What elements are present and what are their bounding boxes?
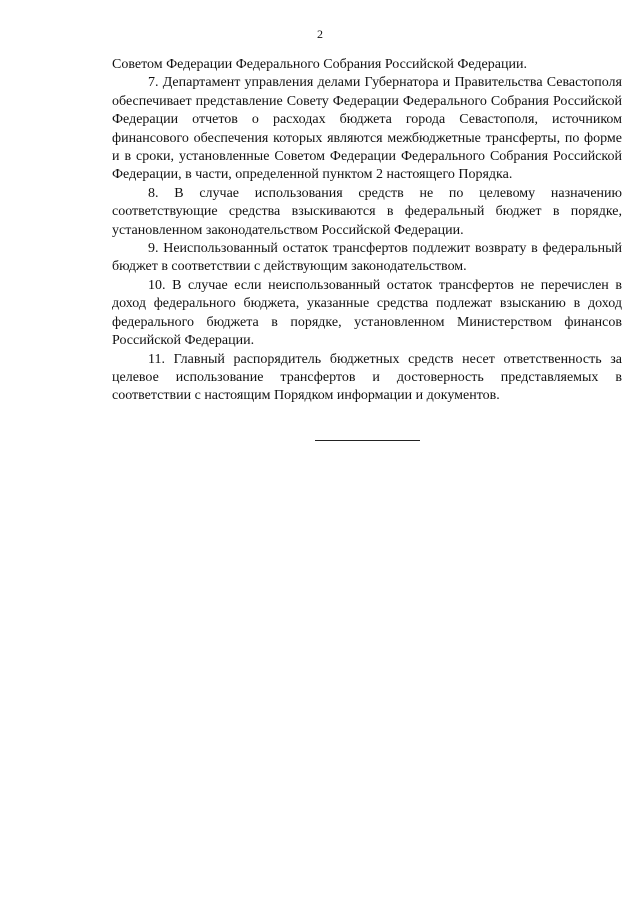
paragraph-item-10: 10. В случае если неиспользованный остаток трансфертов не перечислен в доход федерального бюджета, указанные средства подлежат взысканию в доход федерального бюджета в порядке, установленном Министерством финансов Российской Федерации. — [112, 277, 622, 349]
paragraph-item-8: 8. В случае использования средств не по целевому назначению соответствующие средства взыскиваются в федеральный бюджет в порядке, установленном законодательством Российской Федерации. — [112, 185, 622, 238]
paragraph-item-9: 9. Неиспользованный остаток трансфертов подлежит возврату в федеральный бюджет в соответствии с действующим законодательством. — [112, 241, 622, 275]
paragraph-item-7: 7. Департамент управления делами Губернатора и Правительства Севастополя обеспечивает представление Совету Федерации Федерального Собрания Российской Федерации отчетов о расходах бюджета города Севастополя, источником финансового обеспечения которых являются межбюджетные трансферты, по форме и в сроки, установленные Советом Федерации Федерального Собрания Российской Федерации, в части, определенной пунктом 2 настоящего Порядка. — [112, 75, 622, 183]
document-end-line — [315, 440, 420, 441]
page-number: 2 — [317, 27, 323, 41]
document-body — [112, 56, 622, 406]
paragraph-continuation: Советом Федерации Федерального Собрания Российской Федерации. — [112, 57, 527, 72]
paragraph-item-11: 11. Главный распорядитель бюджетных средств несет ответственность за целевое использование трансфертов и достоверность представляемых в соответствии с настоящим Порядком информации и документов. — [112, 351, 622, 404]
